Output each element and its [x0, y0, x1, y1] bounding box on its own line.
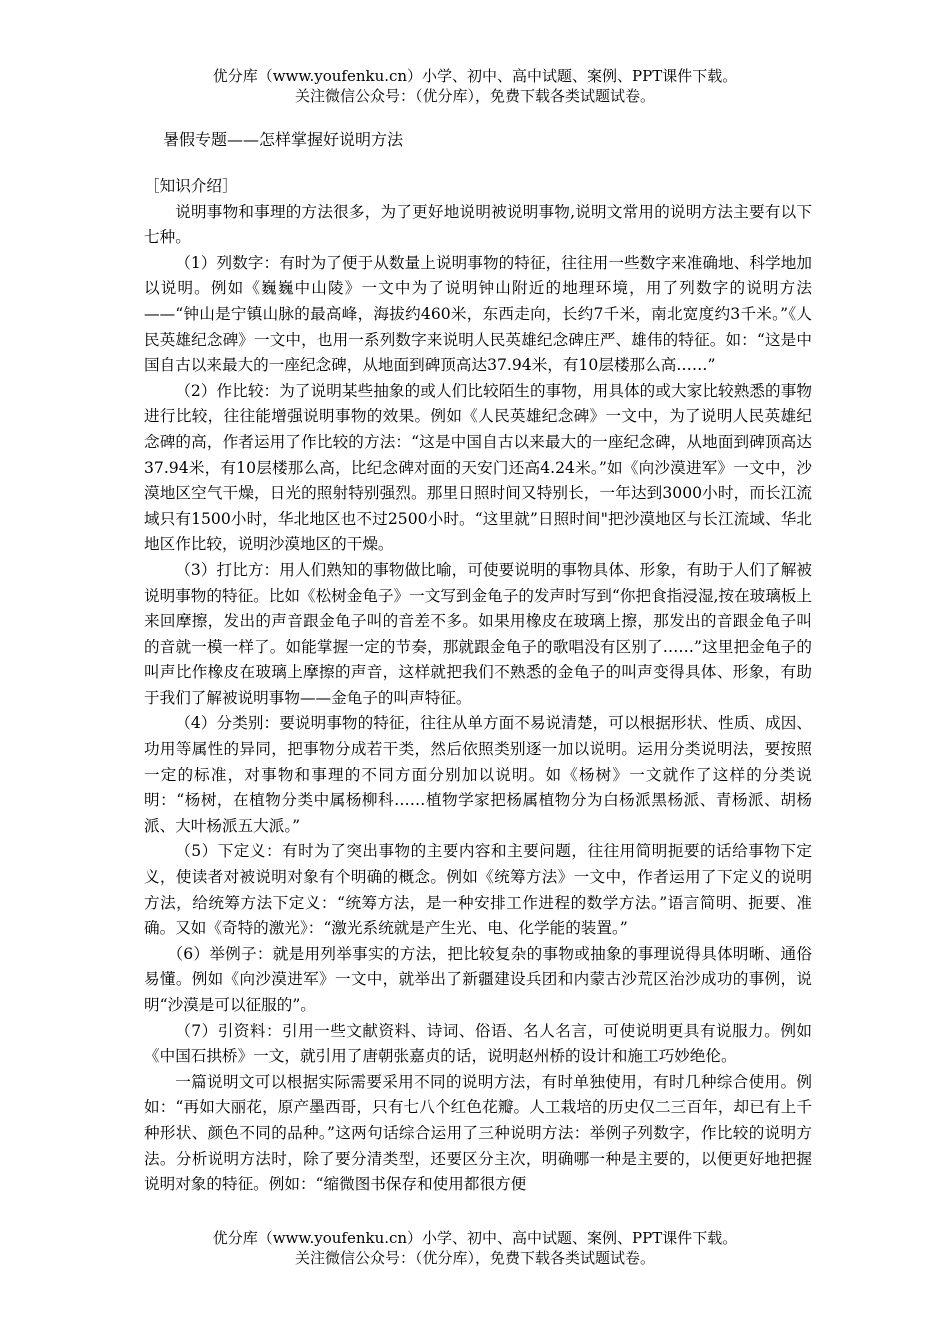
footer-line-1: 优分库（www.youfenku.cn）小学、初中、高中试题、案例、PPT课件下载。 [212, 1229, 738, 1247]
section-label: ［知识介绍］ [144, 177, 238, 195]
paragraph-classification: （4）分类别：要说明事物的特征，往往从单方面不易说清楚，可以根据形状、性质、成因、功用等属性的异同，把事物分成若干类，然后依照类别逐一加以说明。运用分类说明法，要按照一定的标准，对事物和事理的不同方面分别加以说明。如《杨树》一文就作了这样的分类说明：“杨树，在植物分类中属杨柳科……植物学家把杨属植物分为白杨派黑杨派、青杨派、胡杨派、大叶杨派五大派。” [144, 714, 812, 835]
paragraph-comparison: （2）作比较：为了说明某些抽象的或人们比较陌生的事物，用具体的或大家比较熟悉的事物进行比较，往往能增强说明事物的效果。例如《人民英雄纪念碑》一文中，为了说明人民英雄纪念碑的高，作者运用了作比较的方法：“这是中国自古以来最大的一座纪念碑，从地面到碑顶高达37.94米，有10层楼那么高，比纪念碑对面的天安门还高4.24米。”如《向沙漠进军》一文中，沙漠地区空气干燥，日光的照射特别强烈。那里日照时间又特别长，一年达到3000小时，而长江流域只有1500小时，华北地区也不过2500小时。“这里就”日照时间"把沙漠地区与长江流域、华北地区作比较，说明沙漠地区的干燥。 [144, 381, 812, 554]
paragraph-intro: 说明事物和事理的方法很多，为了更好地说明被说明事物,说明文常用的说明方法主要有以下七种。 [144, 202, 812, 247]
document-title: 暑假专题——怎样掌握好说明方法 [163, 130, 404, 149]
paragraph-combined-use: 一篇说明文可以根据实际需要采用不同的说明方法，有时单独使用，有时几种综合使用。例如：“再如大丽花，原产墨西哥，只有七八个红色花瓣。人工栽培的历史仅二三百年，却已有上千种形状、颜色不同的品种。”这两句话综合运用了三种说明方法：举例子列数字，作比较的说明方法。分析说明方法时，除了要分清类型，还要区分主次，明确哪一种是主要的，以便更好地把握说明对象的特征。例如：“缩微图书保存和使用都很方便 [144, 1072, 812, 1194]
header-line-1: 优分库（www.youfenku.cn）小学、初中、高中试题、案例、PPT课件下载。 [212, 67, 738, 85]
document-body [144, 174, 812, 1198]
paragraph-citation: （7）引资料：引用一些文献资料、诗词、俗语、名人名言，可使说明更具有说服力。例如《中国石拱桥》一文，就引用了唐朝张嘉贞的话，说明赵州桥的设计和施工巧妙绝伦。 [144, 1021, 812, 1066]
footer-line-2: 关注微信公众号：（优分库），免费下载各类试题试卷。 [294, 1249, 655, 1267]
paragraph-list-numbers: （1）列数字：有时为了便于从数量上说明事物的特征，往往用一些数字来准确地、科学地加以说明。例如《巍巍中山陵》一文中为了说明钟山附近的地理环境，用了列数字的说明方法——“钟山是宁镇山脉的最高峰，海拔约460米，东西走向，长约7千米，南北宽度约3千米。”《人民英雄纪念碑》一文中，也用一系列数字来说明人民英雄纪念碑庄严、雄伟的特征。如：“这是中国自古以来最大的一座纪念碑，从地面到碑顶高达37.94米，有10层楼那么高……” [144, 253, 812, 375]
page-footer [0, 1228, 950, 1268]
paragraph-examples: （6）举例子：就是用列举事实的方法，把比较复杂的事物或抽象的事理说得具体明晰、通俗易懂。例如《向沙漠进军》一文中，就举出了新疆建设兵团和内蒙古沙荒区治沙成功的事例，说明“沙漠是可以征服的”。 [144, 944, 812, 1014]
page-header [0, 66, 950, 106]
paragraph-definition: （5）下定义：有时为了突出事物的主要内容和主要问题，往往用简明扼要的话给事物下定义，使读者对被说明对象有个明确的概念。例如《统筹方法》一文中，作者运用了下定义的说明方法，给统筹方法下定义：“统筹方法，是一种安排工作进程的数学方法。”语言简明、扼要、准确。又如《奇特的激光》：“激光系统就是产生光、电、化学能的装置。” [144, 842, 812, 938]
paragraph-metaphor: （3）打比方：用人们熟知的事物做比喻，可使要说明的事物具体、形象，有助于人们了解被说明事物的特征。比如《松树金龟子》一文写到金龟子的发声时写到“你把食指浸湿,按在玻璃板上来回摩擦，发出的声音跟金龟子叫的音差不多。如果用橡皮在玻璃上擦，那发出的音跟金龟子叫的音就一模一样了。如能掌握一定的节奏，那就跟金龟子的歌唱没有区别了……”这里把金龟子的叫声比作橡皮在玻璃上摩擦的声音，这样就把我们不熟悉的金龟子的叫声变得具体、形象，有助于我们了解被说明事物——金龟子的叫声特征。 [144, 560, 812, 707]
header-line-2: 关注微信公众号：（优分库），免费下载各类试题试卷。 [294, 87, 655, 105]
